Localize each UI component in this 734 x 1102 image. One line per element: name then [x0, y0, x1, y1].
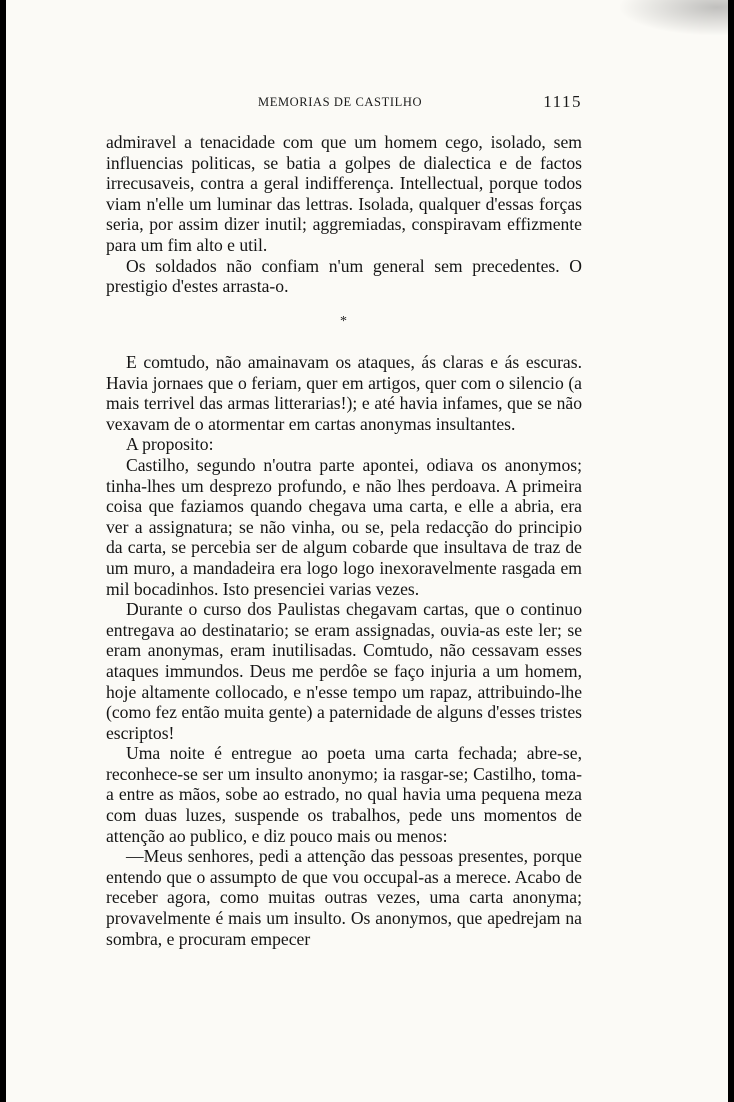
paragraph: Uma noite é entregue ao poeta uma carta fechada; abre-se, reconhece-se ser um insulto anonymo; ia rasgar-se; Castilho, toma-a entre as mãos, sobe ao estrado, no qual havia uma pequena meza com duas luzes, suspende os trabalhos, pede uns momentos de attenção ao publico, e diz pouco mais ou menos: [106, 743, 582, 846]
page-number: 1115 [543, 92, 582, 111]
scan-smudge [618, 0, 728, 36]
section-separator-asterisk: * [340, 314, 347, 329]
book-page [6, 0, 728, 1102]
text-block-1 [106, 132, 582, 297]
text-block-2 [106, 352, 582, 949]
paragraph: Castilho, segundo n'outra parte apontei, odiava os anonymos; tinha-lhes um desprezo profundo, e não lhes perdoava. A primeira coisa que faziamos quando chegava uma carta, e elle a abria, era ver a assignatura; se não vinha, ou se, pela redacção do principio da carta, se percebia ser de algum cobarde que insultava de traz de um muro, a mandadeira era logo logo inexoravelmente rasgada em mil bocadinhos. Isto presenciei varias vezes. [106, 454, 582, 599]
paragraph: A proposito: [126, 434, 214, 455]
paragraph: Durante o curso dos Paulistas chegavam cartas, que o continuo entregava ao destinatario; se eram assignadas, ouvia-as este ler; se eram anonymas, eram inutilisadas. Comtudo, não cessavam esses ataques immundos. Deus me perdôe se faço injuria a um homem, hoje altamente collocado, e n'esse tempo um rapaz, attribuindo-lhe (como fez então muita gente) a paternidade de alguns d'esses tristes escriptos! [106, 599, 582, 743]
paragraph: Os soldados não confiam n'um general sem precedentes. O prestigio d'estes arrasta-o. [106, 255, 582, 297]
running-title: MEMORIAS DE CASTILHO [258, 95, 423, 109]
paragraph: admiravel a tenacidade com que um homem cego, isolado, sem influencias politicas, se batia a golpes de dialectica e de factos irrecusaveis, contra a geral indifferença. Intellectual, porque todos viam n'elle um luminar das lettras. Isolada, qualquer d'essas forças seria, por assim dizer inutil; aggremiadas, conspiravam effizmente para um fim alto e util. [106, 132, 582, 255]
paragraph: —Meus senhores, pedi a attenção das pessoas presentes, porque entendo que o assumpto de que vou occupal-as a merece. Acabo de receber agora, como muitas outras vezes, uma carta anonyma; provavelmente é mais um insulto. Os anonymos, que apedrejam na sombra, e procuram empecer [106, 846, 582, 949]
paragraph: E comtudo, não amainavam os ataques, ás claras e ás escuras. Havia jornaes que o feriam, quer em artigos, quer com o silencio (a mais terrivel das armas litterarias!); e até havia infames, que se não vexavam de o atormentar em cartas anonymas insultantes. [106, 352, 582, 434]
page-header [106, 92, 582, 114]
